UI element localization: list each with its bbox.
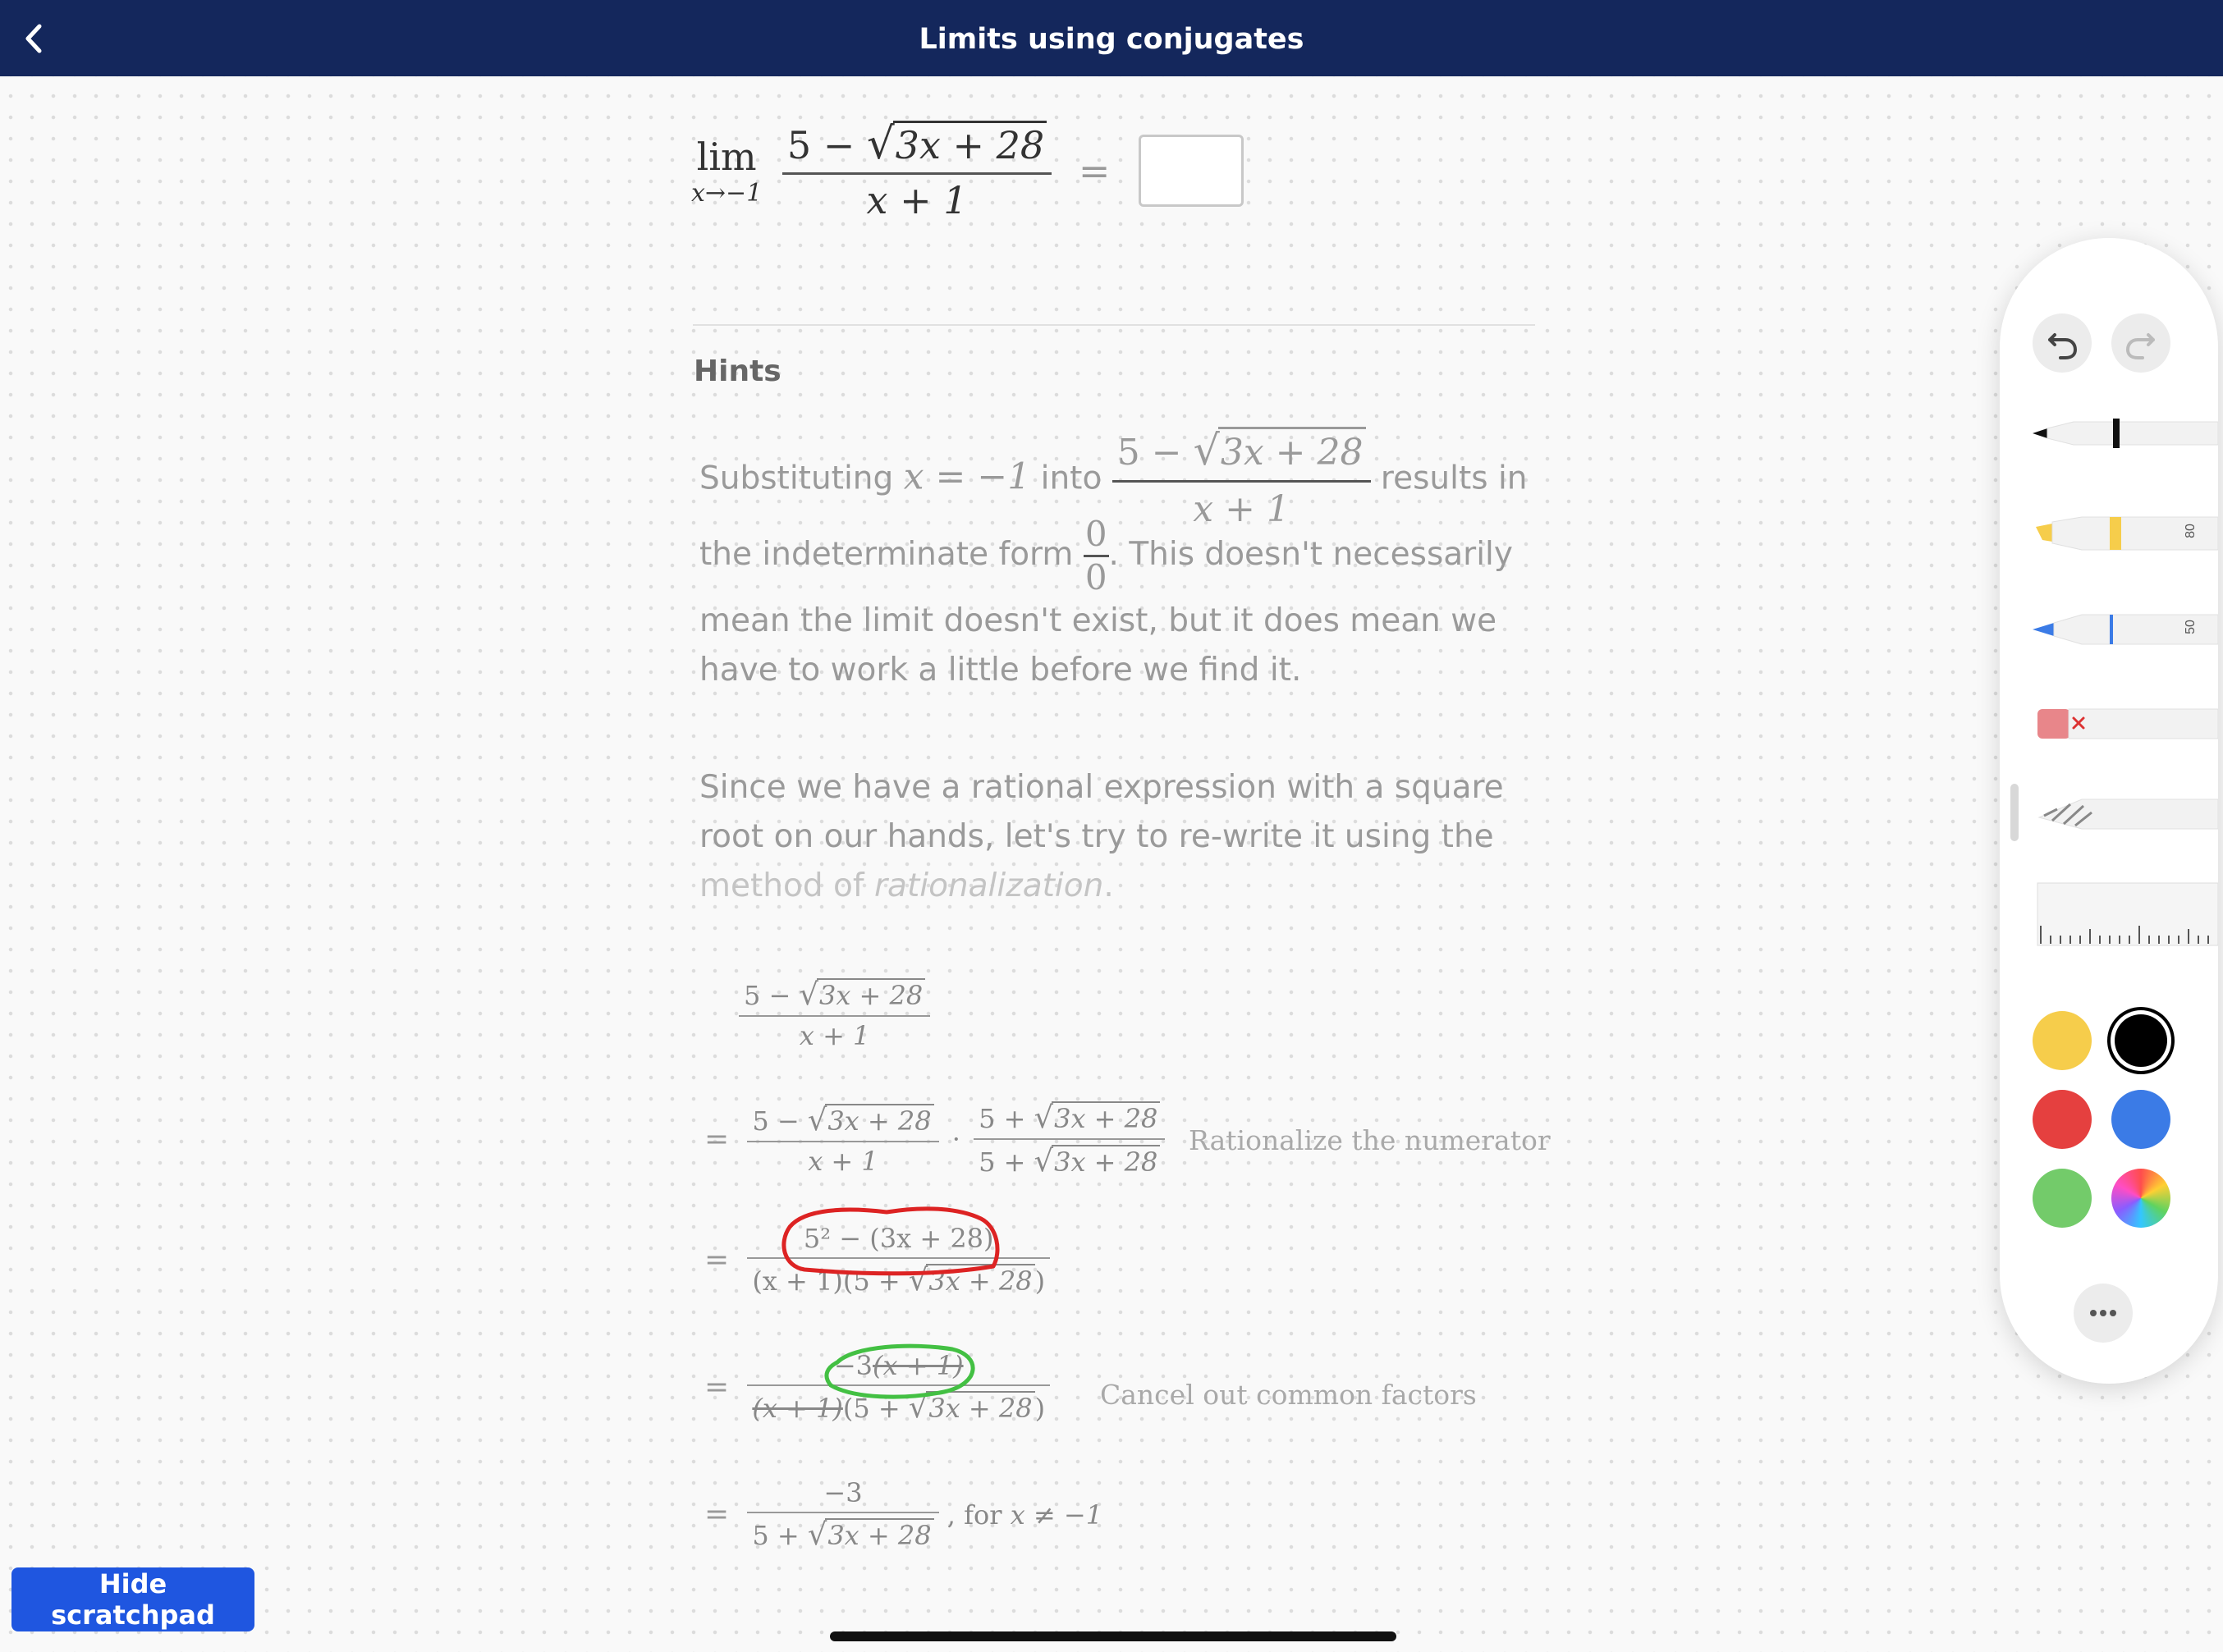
undo-button[interactable] xyxy=(2033,313,2092,373)
marker-tool[interactable] xyxy=(2033,499,2218,568)
divider xyxy=(693,324,1535,326)
answer-input[interactable] xyxy=(1139,135,1244,207)
toolbar-drag-handle[interactable] xyxy=(2010,784,2019,841)
lasso-icon xyxy=(2033,780,2218,849)
marker-size-label: 80 xyxy=(2183,524,2198,538)
zero-over-zero: $\frac{0}{0}$ xyxy=(1084,514,1107,597)
ruler-icon xyxy=(2033,878,2218,947)
problem-expression: lim x→−1 $\frac{5 - √3x + 28}{x + 1}$ = xyxy=(691,119,1244,222)
hide-scratchpad-button[interactable]: Hide scratchpad xyxy=(11,1567,254,1631)
color-blue[interactable] xyxy=(2111,1090,2170,1149)
hints-heading: Hints xyxy=(694,355,781,388)
pencil-size-label: 50 xyxy=(2183,620,2198,634)
home-indicator xyxy=(830,1631,1396,1641)
scratchpad-toolbar xyxy=(2000,238,2218,1384)
color-green[interactable] xyxy=(2033,1169,2092,1228)
lasso-tool[interactable] xyxy=(2033,780,2218,849)
undo-icon xyxy=(2033,313,2092,373)
hint-paragraph-1: Substituting x = −1 into $\frac{5 - √3x + 28}{x + 1}$ results in the indeterminate form $\frac{0}{0}$ . This doesn't necessarily mean the limit doesn't exist, but it does mean we have to work a little before we find it. xyxy=(699,426,1528,689)
hint-fraction: $\frac{5 - √3x + 28}{x + 1}$ xyxy=(1112,427,1371,533)
redo-button[interactable] xyxy=(2111,313,2170,373)
red-ink-circle xyxy=(772,1202,1018,1276)
problem-fraction: $\frac{5 - √3x + 28}{x + 1}$ xyxy=(782,119,1052,222)
step-3: = $\frac{\text{5² − (3x + 28)}}{(x + 1)(5 + √3x + 28)}$ xyxy=(704,1223,1050,1297)
note-rationalize: Rationalize the numerator xyxy=(1189,1124,1551,1156)
eraser-tool[interactable] xyxy=(2033,689,2218,758)
color-picker-wheel[interactable] xyxy=(2111,1169,2170,1228)
top-bar xyxy=(0,0,2223,76)
page-title: Limits using conjugates xyxy=(919,23,1304,56)
pencil-tool[interactable] xyxy=(2033,595,2218,664)
eraser-icon xyxy=(2033,689,2218,758)
limit-operator: lim x→−1 xyxy=(691,134,763,208)
color-red[interactable] xyxy=(2033,1090,2092,1149)
note-cancel: Cancel out common factors xyxy=(1100,1379,1477,1411)
redo-icon xyxy=(2111,313,2170,373)
ruler-tool[interactable] xyxy=(2033,878,2218,947)
step-1: $\frac{5 - √3x + 28}{x + 1}$ xyxy=(739,977,930,1051)
color-yellow[interactable] xyxy=(2033,1011,2092,1070)
pen-icon xyxy=(2033,399,2218,468)
color-black[interactable] xyxy=(2115,1014,2167,1067)
step-5: = $\frac{-3}{5 + √3x + 28}$ , for x ≠ −1 xyxy=(704,1477,1103,1552)
more-icon xyxy=(2074,1284,2133,1343)
hint-paragraph-2: Since we have a rational expression with a square root on our hands, let's try to re-write it using the method of rationalization. xyxy=(699,769,1504,904)
step-2: = $\frac{5 - √3x + 28}{x + 1}$ · $\frac{5 + √3x + 28}{5 + √3x + 28}$ xyxy=(704,1100,1165,1178)
pen-tool[interactable] xyxy=(2033,399,2218,468)
step-4: = $\frac{-3(x + 1)}{(x + 1)(5 + √3x + 28)}$ xyxy=(704,1350,1050,1425)
green-ink-circle xyxy=(821,1338,985,1403)
more-button[interactable] xyxy=(2074,1284,2133,1343)
